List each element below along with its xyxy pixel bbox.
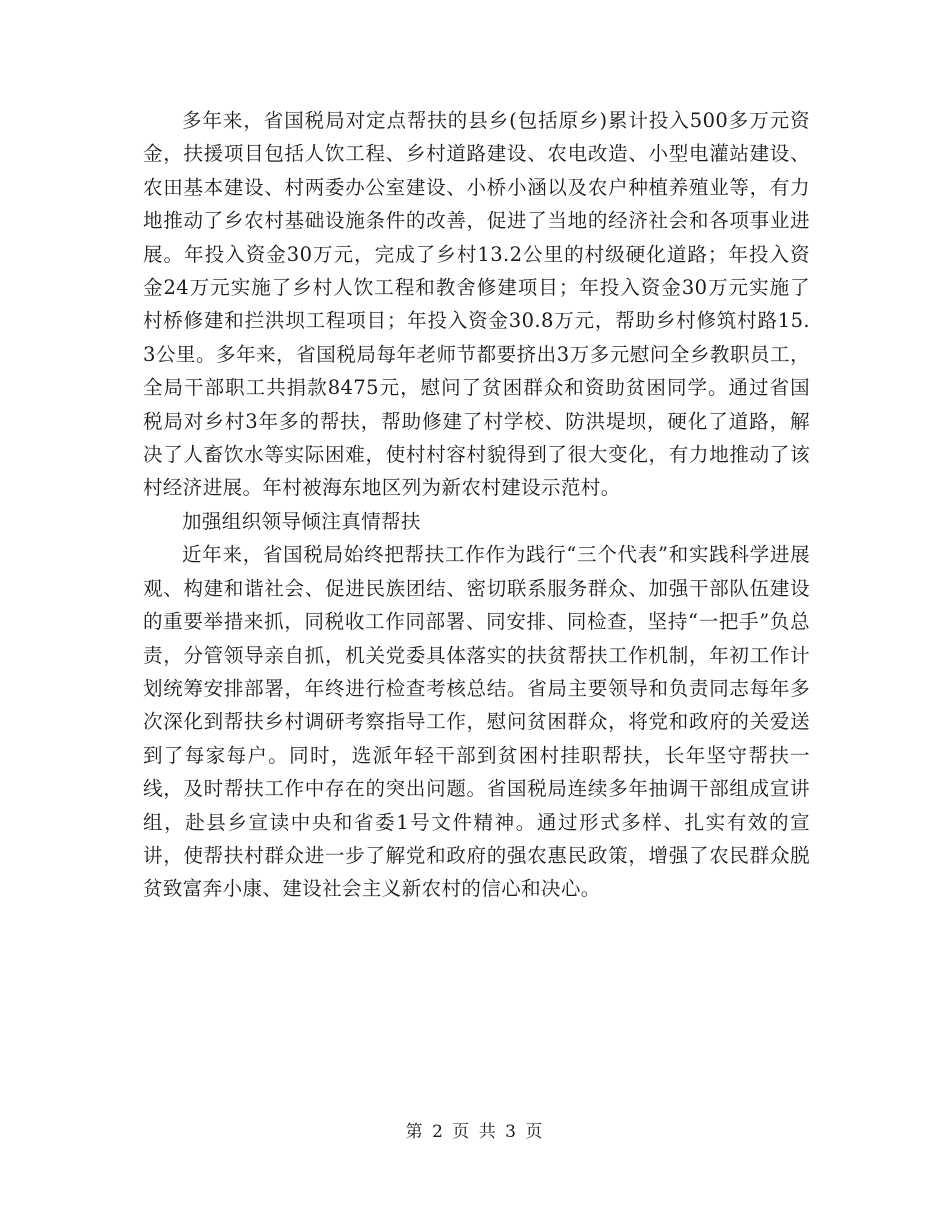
paragraph-organization: 近年来，省国税局始终把帮扶工作作为践行“三个代表”和实践科学进展观、构建和谐社会、促进民族团结、密切联系服务群众、加强干部队伍建设的重要举措来抓，同税收工作同部署、同安排、同检查，坚持“一把手”负总责，分管领导亲自抓，机关党委具体落实的扶贫帮扶工作机制，年初工作计划统筹安排部署，年终进行检查考核总结。省局主要领导和负责同志每年多次深化到帮扶乡村调研考察指导工作，慰问贫困群众，将党和政府的关爱送到了每家每户。同时，选派年轻干部到贫困村挂职帮扶，长年坚守帮扶一线，及时帮扶工作中存在的突出问题。省国税局连续多年抽调干部组成宣讲组，赴县乡宣读中央和省委1号文件精神。通过形式多样、扎实有效的宣讲，使帮扶村群众进一步了解党和政府的强农惠民政策，增强了农民群众脱贫致富奔小康、建设社会主义新农村的信心和决心。	[143, 543, 810, 901]
paragraph-investment: 多年来，省国税局对定点帮扶的县乡(包括原乡)累计投入500多万元资金，扶援项目包括人饮工程、乡村道路建设、农电改造、小型电灌站建设、农田基本建设、村两委办公室建设、小桥小涵以及农户种植养殖业等，有力地推动了乡农村基础设施条件的改善，促进了当地的经济社会和各项事业进展。年投入资金30万元，完成了乡村13.2公里的村级硬化道路；年投入资金24万元实施了乡村人饮工程和教舍修建项目；年投入资金30万元实施了村桥修建和拦洪坝工程项目；年投入资金30.8万元，帮助乡村修筑村路15.3公里。多年来，省国税局每年老师节都要挤出3万多元慰问全乡教职员工，全局干部职工共捐款8475元，慰问了贫困群众和资助贫困同学。通过省国税局对乡村3年多的帮扶，帮助修建了村学校、防洪堤坝，硬化了道路，解决了人畜饮水等实际困难，使村村容村貌得到了很大变化，有力地推动了该村经济进展。年村被海东地区列为新农村建设示范村。	[143, 109, 810, 500]
document-body	[143, 104, 810, 906]
page-number-footer: 第 2 页 共 3 页	[405, 1122, 545, 1142]
section-heading: 加强组织领导倾注真情帮扶	[182, 509, 421, 533]
